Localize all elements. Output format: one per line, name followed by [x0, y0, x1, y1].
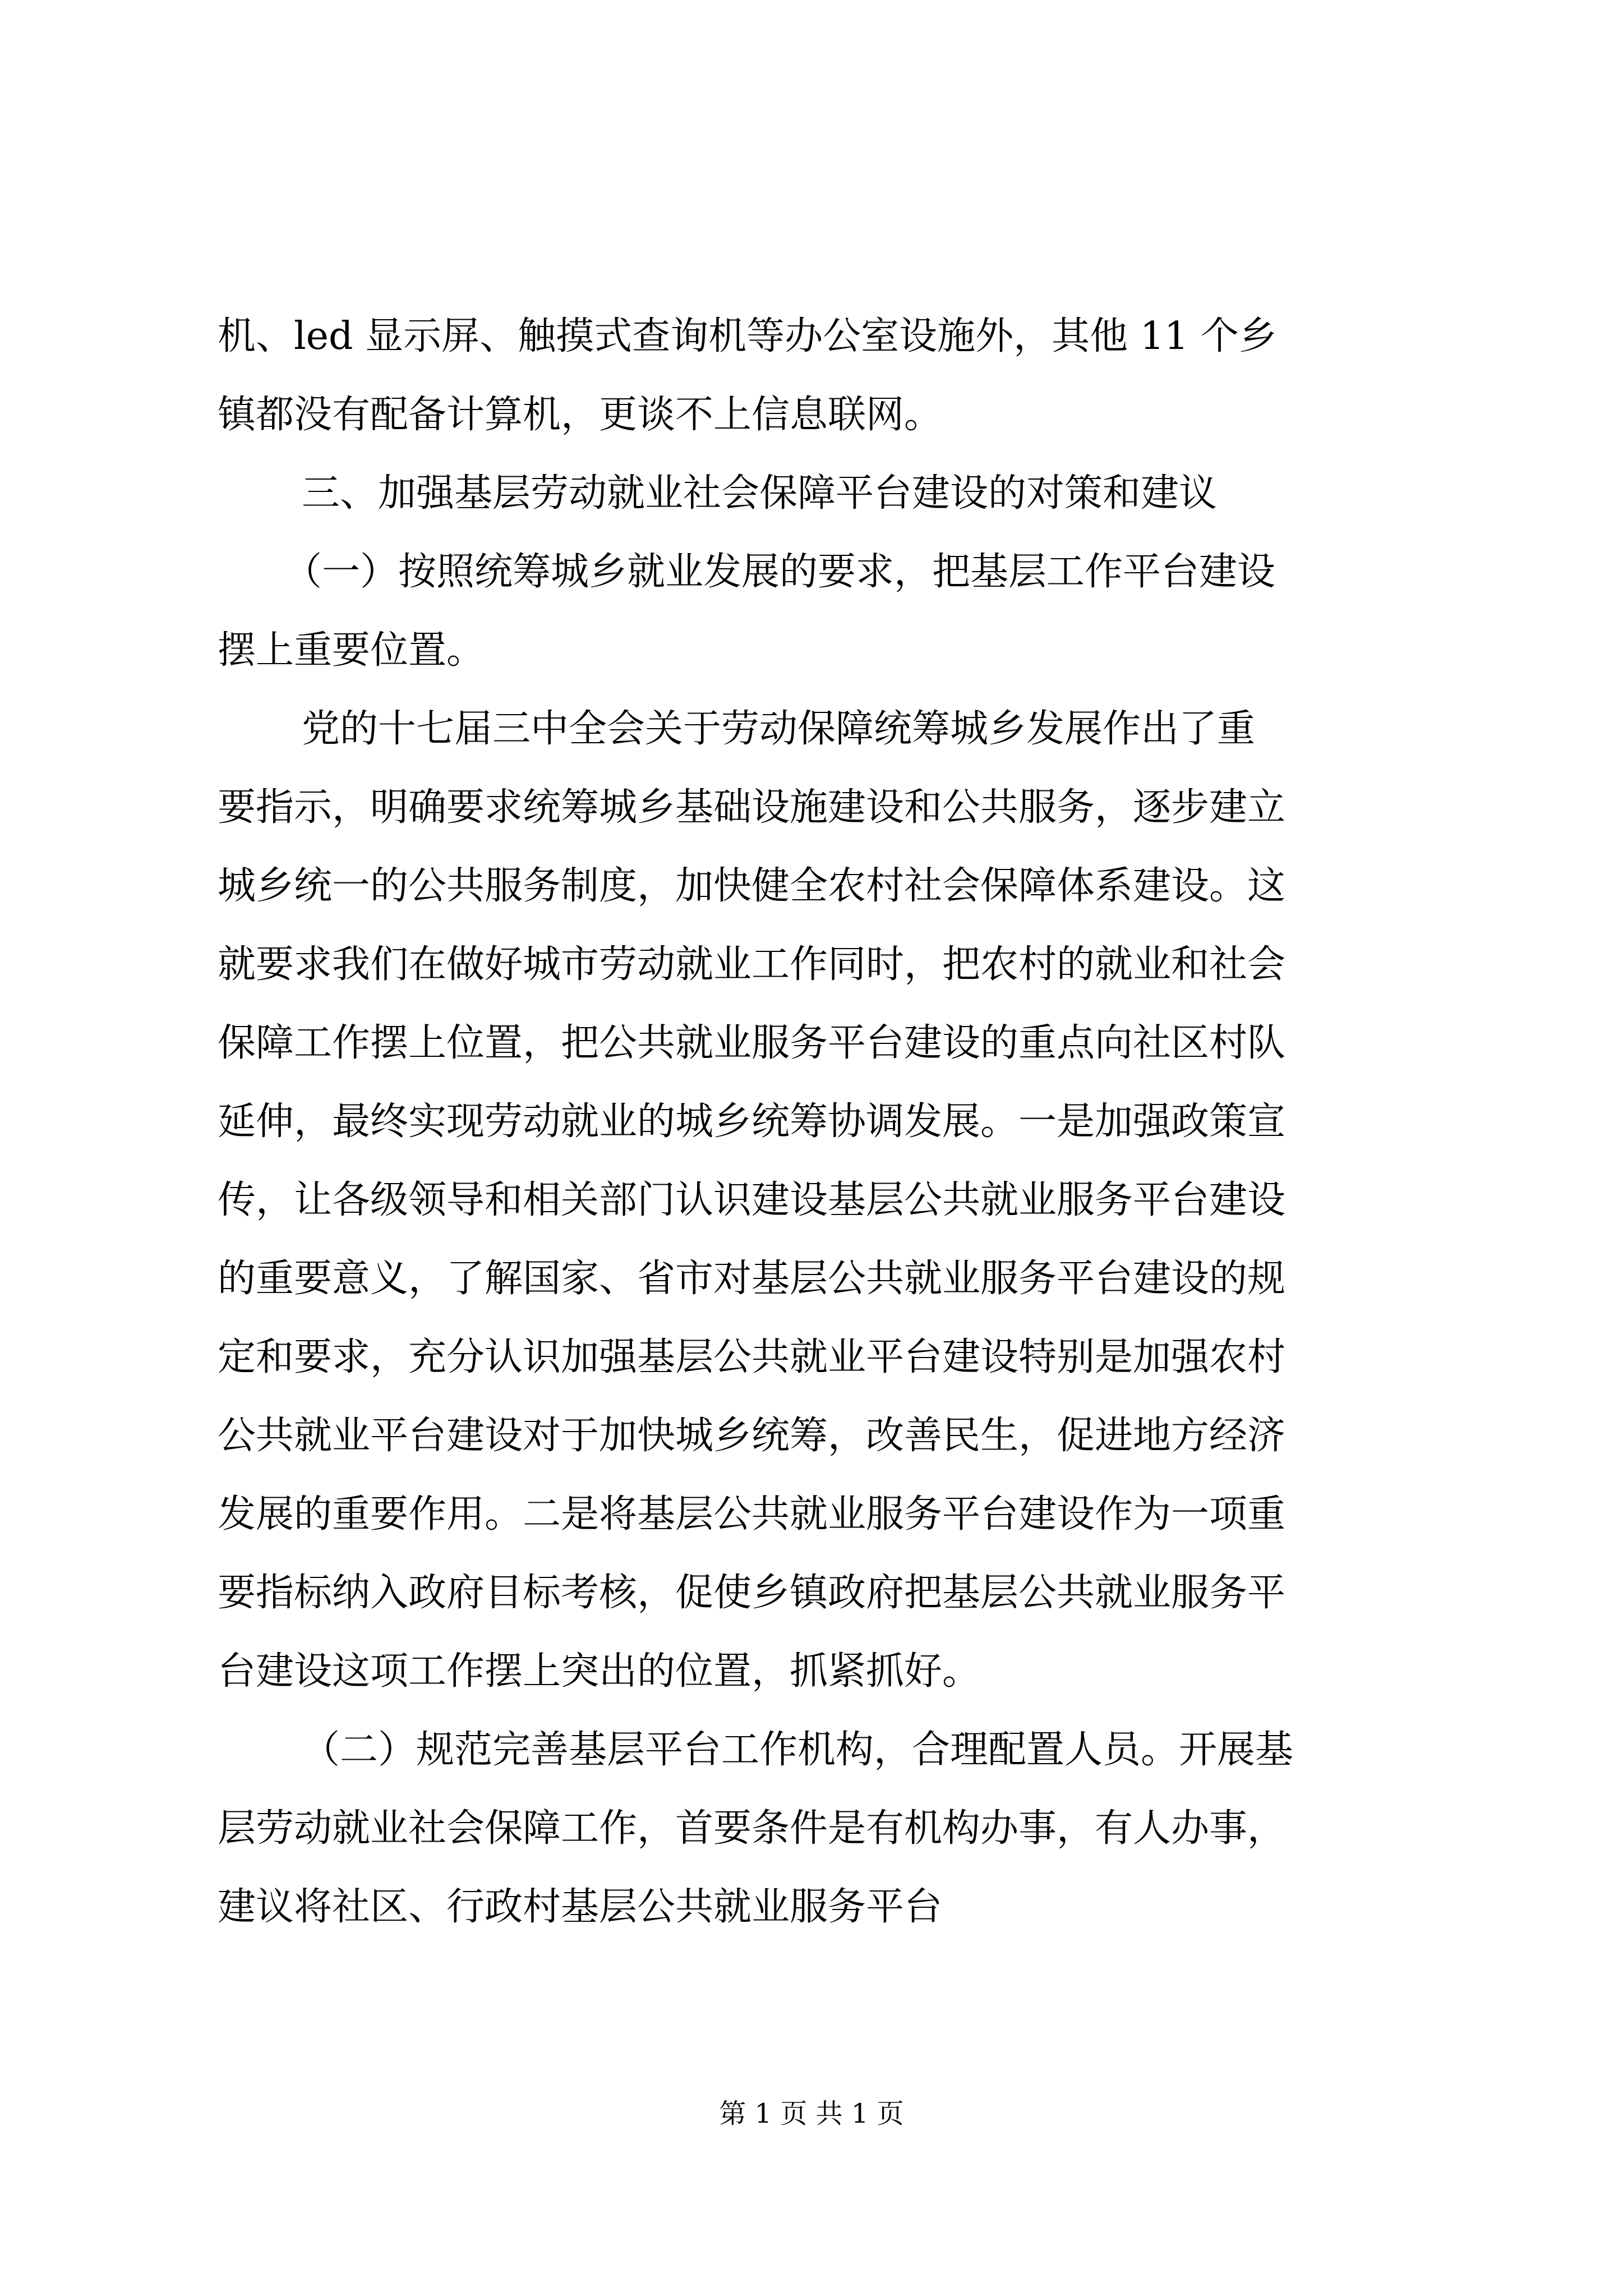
text-line: 要指示，明确要求统筹城乡基础设施建设和公共服务，逐步建立 — [218, 785, 1286, 830]
text-line: 传，让各级领导和相关部门认识建设基层公共就业服务平台建设 — [218, 1178, 1286, 1222]
text-line: 定和要求，充分认识加强基层公共就业平台建设特别是加强农村 — [218, 1335, 1286, 1379]
text-line: 的重要意义，了解国家、省市对基层公共就业服务平台建设的规 — [218, 1257, 1286, 1301]
text-line: 发展的重要作用。二是将基层公共就业服务平台建设作为一项重 — [218, 1492, 1286, 1536]
text-line: 台建设这项工作摆上突出的位置，抓紧抓好。 — [218, 1649, 981, 1694]
page-number-footer: 第 1 页 共 1 页 — [719, 2098, 904, 2129]
subsection-heading: （一）按照统筹城乡就业发展的要求，把基层工作平台建设 — [284, 550, 1276, 594]
text-line: 要指标纳入政府目标考核，促使乡镇政府把基层公共就业服务平 — [218, 1571, 1286, 1615]
text-line: 公共就业平台建设对于加快城乡统筹，改善民生，促进地方经济 — [218, 1414, 1286, 1458]
subsection-heading-continued: 摆上重要位置。 — [218, 628, 485, 673]
text-line: 层劳动就业社会保障工作，首要条件是有机构办事，有人办事， — [218, 1806, 1286, 1851]
subsection-heading: （二）规范完善基层平台工作机构，合理配置人员。开展基 — [302, 1728, 1294, 1772]
text-line: 党的十七届三中全会关于劳动保障统筹城乡发展作出了重 — [302, 707, 1256, 751]
section-heading: 三、加强基层劳动就业社会保障平台建设的对策和建议 — [302, 471, 1218, 516]
text-line: 就要求我们在做好城市劳动就业工作同时，把农村的就业和社会 — [218, 942, 1286, 987]
text-line: 建议将社区、行政村基层公共就业服务平台 — [218, 1885, 943, 1929]
text-line: 机、led 显示屏、触摸式查询机等办公室设施外，其他 11 个乡 — [218, 314, 1277, 358]
text-line: 保障工作摆上位置，把公共就业服务平台建设的重点向社区村队 — [218, 1021, 1286, 1065]
text-line: 镇都没有配备计算机，更谈不上信息联网。 — [218, 393, 943, 437]
text-line: 城乡统一的公共服务制度，加快健全农村社会保障体系建设。这 — [218, 864, 1286, 908]
text-line: 延伸，最终实现劳动就业的城乡统筹协调发展。一是加强政策宣 — [218, 1099, 1286, 1144]
